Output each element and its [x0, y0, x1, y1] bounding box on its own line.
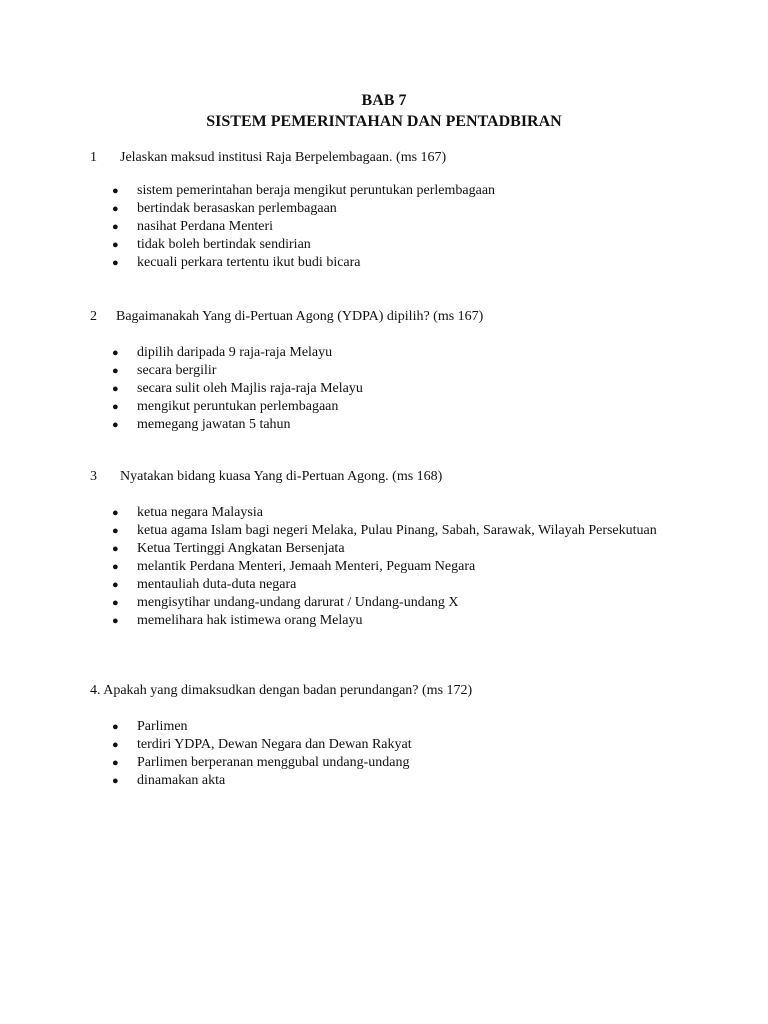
question-number: 4. [90, 683, 101, 698]
list-item: ● mengikut peruntukan perlembagaan [112, 399, 339, 414]
bullet-icon: ● [112, 561, 119, 573]
bullet-icon: ● [112, 185, 119, 197]
bullet-icon: ● [112, 507, 119, 519]
bullet-icon: ● [112, 221, 119, 233]
bullet-icon: ● [112, 739, 119, 751]
title-block [0, 90, 768, 132]
list-item: ● ketua negara Malaysia [112, 505, 263, 520]
question-1 [90, 149, 730, 167]
list-item: ● sistem pemerintahan beraja mengikut peruntukan perlembagaan [112, 183, 496, 198]
bullet-icon: ● [112, 203, 119, 215]
bullet-icon: ● [112, 579, 119, 591]
question-2 [90, 308, 730, 326]
bullet-icon: ● [112, 419, 119, 431]
answer-list-1 [112, 182, 672, 272]
answer-list-4 [112, 718, 672, 790]
bullet-icon: ● [112, 525, 119, 537]
bullet-icon: ● [112, 721, 119, 733]
question-text: Bagaimanakah Yang di-Pertuan Agong (YDPA) dipilih? (ms 167) [116, 309, 484, 324]
bullet-icon: ● [112, 597, 119, 609]
bullet-icon: ● [112, 383, 119, 395]
list-item: ● melantik Perdana Menteri, Jemaah Menteri, Peguam Negara [112, 559, 476, 574]
list-item: ● memegang jawatan 5 tahun [112, 417, 291, 432]
list-item: ● mengisytihar undang-undang darurat / Undang-undang X [112, 595, 459, 610]
list-item: ● dipilih daripada 9 raja-raja Melayu [112, 345, 333, 360]
list-item: ● mentauliah duta-duta negara [112, 577, 297, 592]
question-number: 2 [90, 309, 97, 324]
question-text: Jelaskan maksud institusi Raja Berpelembagaan. (ms 167) [120, 150, 447, 165]
chapter-heading: BAB 7 [361, 92, 407, 109]
list-item: ● Ketua Tertinggi Angkatan Bersenjata [112, 541, 345, 556]
bullet-icon: ● [112, 401, 119, 413]
list-item: ● memelihara hak istimewa orang Melayu [112, 613, 363, 628]
list-item: ● kecuali perkara tertentu ikut budi bicara [112, 255, 361, 270]
bullet-icon: ● [112, 615, 119, 627]
list-item: ● tidak boleh bertindak sendirian [112, 237, 311, 252]
bullet-icon: ● [112, 257, 119, 269]
bullet-icon: ● [112, 239, 119, 251]
list-item: ● secara bergilir [112, 363, 217, 378]
question-text: Apakah yang dimaksudkan dengan badan perundangan? (ms 172) [103, 683, 473, 698]
bullet-icon: ● [112, 347, 119, 359]
list-item: ● ketua agama Islam bagi negeri Melaka, Pulau Pinang, Sabah, Sarawak, Wilayah Persekutuan [112, 523, 657, 538]
list-item: ● nasihat Perdana Menteri [112, 219, 274, 234]
question-4 [90, 682, 730, 700]
question-3 [90, 468, 730, 486]
bullet-icon: ● [112, 365, 119, 377]
bullet-icon: ● [112, 775, 119, 787]
page-title: SISTEM PEMERINTAHAN DAN PENTADBIRAN [206, 113, 562, 130]
list-item: ● Parlimen [112, 719, 188, 734]
list-item: ● Parlimen berperanan menggubal undang-undang [112, 755, 410, 770]
question-number: 3 [90, 469, 97, 484]
bullet-icon: ● [112, 757, 119, 769]
question-number: 1 [90, 150, 97, 165]
answer-list-3 [112, 504, 672, 630]
answer-list-2 [112, 344, 672, 434]
bullet-icon: ● [112, 543, 119, 555]
list-item: ● secara sulit oleh Majlis raja-raja Melayu [112, 381, 363, 396]
list-item: ● dinamakan akta [112, 773, 226, 788]
list-item: ● bertindak berasaskan perlembagaan [112, 201, 337, 216]
question-text: Nyatakan bidang kuasa Yang di-Pertuan Agong. (ms 168) [120, 469, 443, 484]
list-item: ● terdiri YDPA, Dewan Negara dan Dewan Rakyat [112, 737, 412, 752]
